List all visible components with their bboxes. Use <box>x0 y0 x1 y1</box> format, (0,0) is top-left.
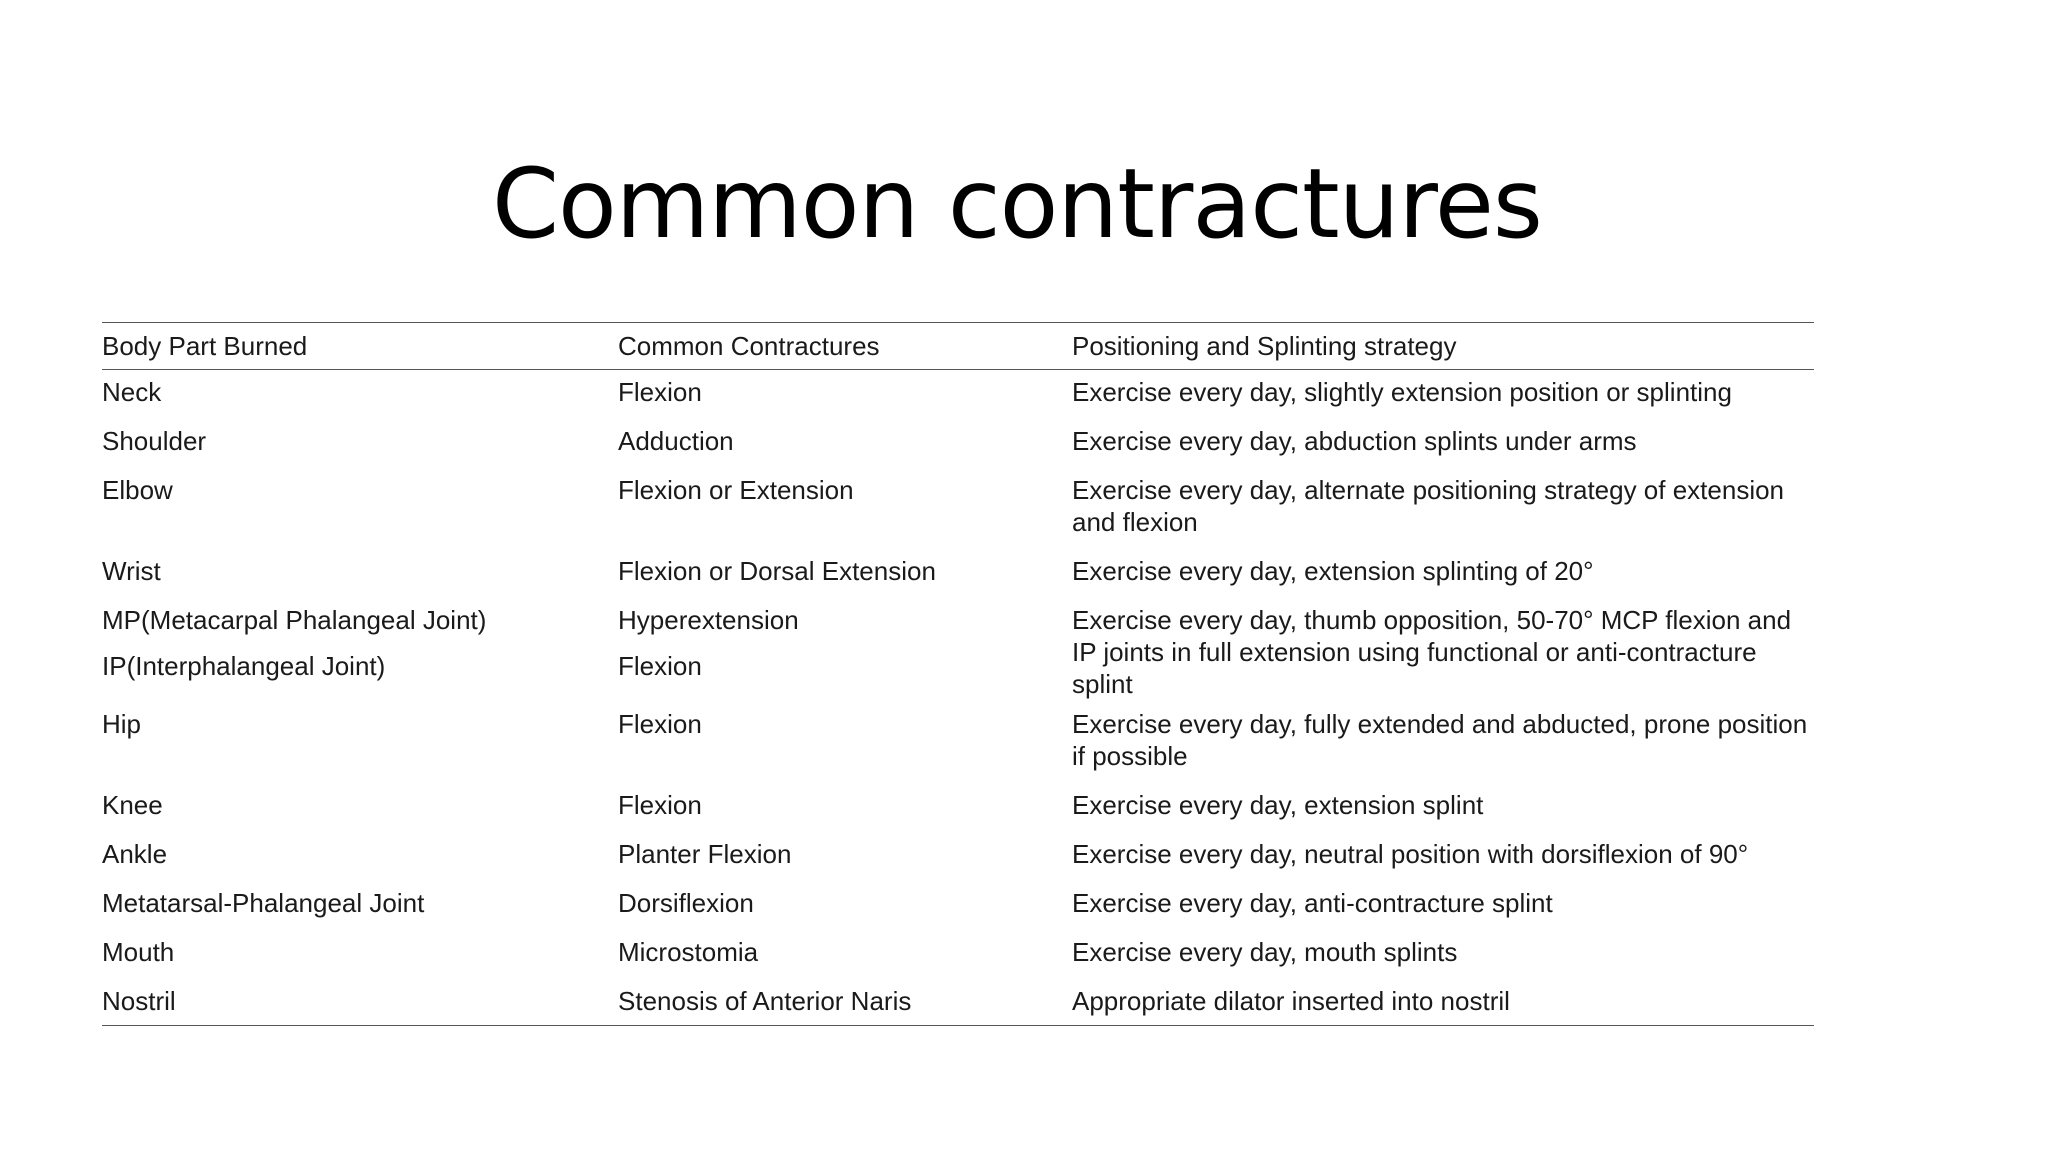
cell-contracture: Stenosis of Anterior Naris <box>618 986 912 1016</box>
cell-strategy: Exercise every day, abduction splints under arms <box>1072 426 1637 456</box>
table-row <box>102 549 1814 598</box>
cell-body-part: Wrist <box>102 556 161 586</box>
cell-strategy: Exercise every day, mouth splints <box>1072 937 1458 967</box>
cell-body-part: Mouth <box>102 937 175 967</box>
table-row <box>102 783 1814 832</box>
table-row <box>102 419 1814 468</box>
cell-body-part: Hip <box>102 709 142 739</box>
cell-body-part: Elbow <box>102 475 173 505</box>
cell-strategy: Exercise every day, fully extended and abducted, prone position if possible <box>1072 709 1808 771</box>
cell-body-part: Ankle <box>102 839 168 869</box>
cell-contracture: Planter Flexion <box>618 839 792 869</box>
cell-contracture: Dorsiflexion <box>618 888 754 918</box>
cell-contracture: Microstomia <box>618 937 759 967</box>
cell-body-part: Shoulder <box>102 426 207 456</box>
table-row <box>102 979 1814 1026</box>
cell-strategy: Exercise every day, neutral position with dorsiflexion of 90° <box>1072 839 1749 869</box>
table-row <box>102 370 1814 420</box>
contractures-table <box>102 322 1814 1026</box>
cell-strategy: Exercise every day, extension splinting of 20° <box>1072 556 1594 586</box>
cell-strategy: Exercise every day, alternate positioning strategy of extension and flexion <box>1072 475 1785 537</box>
header-body-part: Body Part Burned <box>102 330 308 361</box>
cell-body-part: MP(Metacarpal Phalangeal Joint) <box>102 605 487 635</box>
table-row <box>102 832 1814 881</box>
table-row <box>102 702 1814 783</box>
cell-body-part: Knee <box>102 790 163 820</box>
cell-strategy: Exercise every day, extension splint <box>1072 790 1484 820</box>
table-row <box>102 468 1814 549</box>
table-header-row <box>102 323 1814 370</box>
header-strategy: Positioning and Splinting strategy <box>1072 330 1457 361</box>
cell-contracture: Flexion <box>618 377 702 407</box>
slide-title: Common contractures <box>492 148 1542 260</box>
cell-contracture: Hyperextension <box>618 605 799 635</box>
table-row <box>102 881 1814 930</box>
cell-strategy: Exercise every day, thumb opposition, 50-70° MCP flexion and IP joints in full extension using functional or anti-contracture splint <box>1072 605 1792 699</box>
cell-contracture: Flexion or Dorsal Extension <box>618 556 936 586</box>
cell-body-part: Nostril <box>102 986 176 1016</box>
cell-body-part: IP(Interphalangeal Joint) <box>102 650 386 681</box>
cell-strategy: Exercise every day, slightly extension position or splinting <box>1072 377 1732 407</box>
header-contracture: Common Contractures <box>618 330 880 361</box>
cell-contracture: Adduction <box>618 426 734 456</box>
cell-contracture: Flexion <box>618 790 702 820</box>
cell-body-part: Neck <box>102 377 162 407</box>
cell-contracture: Flexion or Extension <box>618 475 854 505</box>
cell-body-part: Metatarsal-Phalangeal Joint <box>102 888 425 918</box>
table-row <box>102 598 1814 640</box>
cell-contracture: Flexion <box>618 650 702 681</box>
cell-contracture: Flexion <box>618 709 702 739</box>
contractures-table-container <box>102 322 1814 1026</box>
cell-strategy: Appropriate dilator inserted into nostril <box>1072 986 1510 1016</box>
table-row <box>102 930 1814 979</box>
cell-strategy: Exercise every day, anti-contracture splint <box>1072 888 1553 918</box>
